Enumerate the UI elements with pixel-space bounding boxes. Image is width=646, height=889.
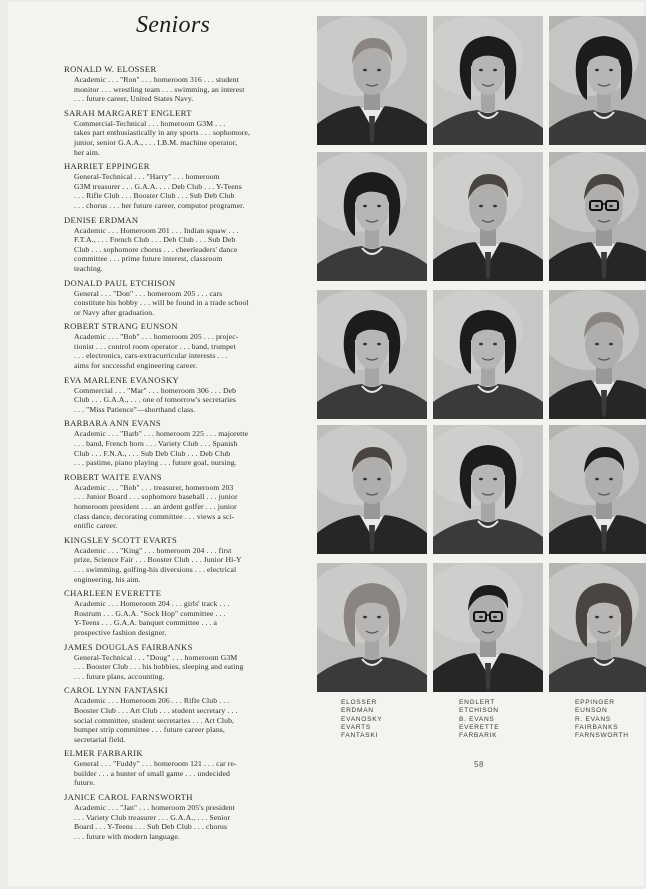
senior-description — [64, 803, 300, 841]
description-line: Academic . . . "Jan" . . . homeroom 205's president — [74, 803, 235, 813]
description-line: . . . Booster Club . . . his hobbies, sleeping and eating — [74, 662, 244, 672]
description-line: builder . . . a hunter of small game . . . undecided — [74, 768, 230, 778]
senior-name: KINGSLEY SCOTT EVARTS — [64, 534, 178, 545]
caption-name: R. EVANS — [575, 715, 611, 723]
senior-portrait — [549, 425, 646, 554]
description-line: social committee, student secretaries . . . Art Club, — [74, 715, 235, 725]
senior-description — [64, 289, 300, 318]
senior-name: CHARLEEN EVERETTE — [64, 588, 162, 599]
description-line: Commercial . . . "Mar" . . . homeroom 306 . . . Deb — [74, 385, 237, 395]
senior-bio — [64, 375, 300, 415]
senior-name: HARRIET EPPINGER — [64, 161, 150, 172]
description-line: . . . swimming, golfing-his diversions . . . electrical — [74, 564, 237, 574]
senior-name: ELMER FARBARIK — [64, 748, 143, 759]
senior-bio — [64, 321, 300, 370]
senior-description — [64, 119, 300, 157]
caption-name: EPPINGER — [575, 699, 615, 706]
description-line: entific career. — [74, 521, 118, 531]
senior-bios-column — [64, 64, 300, 845]
senior-name: ROBERT STRANG EUNSON — [64, 321, 178, 332]
description-line: Academic . . . Homeroom 204 . . . girls' track . . . — [74, 599, 230, 609]
senior-bio — [64, 108, 300, 157]
senior-portrait — [317, 425, 427, 554]
caption-name: FANTASKI — [341, 732, 378, 740]
senior-bio — [64, 278, 300, 318]
description-line: . . . future plans, accounting. — [74, 671, 165, 681]
description-line: prize, Science Fair . . . Booster Club . . . Junior Hi-Y — [74, 555, 242, 565]
senior-portrait — [433, 425, 543, 554]
description-line: Board . . . Y-Teens . . . Sub Deb Club . . . chorus — [74, 822, 228, 832]
description-line: bumper strip committee . . . future career plans, — [74, 725, 225, 735]
senior-description — [64, 172, 300, 210]
caption-name: FAIRBANKS — [575, 723, 619, 731]
description-line: homeroom president . . . an ardent golfer . . . junior — [74, 502, 237, 511]
description-line: teaching. — [74, 263, 103, 273]
description-line: General-Technical . . . "Harry" . . . homeroom — [74, 172, 220, 182]
caption-name: ELOSSER — [341, 699, 378, 706]
senior-portrait — [549, 563, 646, 692]
description-line: takes part enthusiastically in any sports . . . sophomore, — [74, 128, 250, 138]
caption-name: EUNSON — [575, 707, 608, 715]
description-line: Academic . . . Homeroom 201 . . . Indian squaw . . . — [74, 225, 239, 235]
senior-description — [64, 483, 300, 531]
senior-bio — [64, 64, 300, 104]
description-line: . . . future career, United States Navy. — [74, 94, 194, 104]
senior-portrait — [317, 152, 427, 281]
caption-name: EVARTS — [341, 723, 371, 731]
senior-description — [64, 546, 300, 584]
senior-description — [64, 226, 300, 274]
senior-description — [64, 386, 300, 415]
description-line: General-Technical . . . "Doug" . . . homeroom G3M — [74, 652, 238, 662]
caption-column-1 — [341, 699, 382, 740]
senior-bio — [64, 685, 300, 744]
senior-name: ROBERT WAITE EVANS — [64, 471, 162, 482]
description-line: G3M treasurer . . . G.A.A. . . . Deb Club . . . Y-Teens — [74, 181, 242, 191]
description-line: . . . "Miss Patience"—shorthand class. — [74, 404, 196, 414]
senior-portrait — [549, 152, 646, 281]
senior-name: DONALD PAUL ETCHISON — [64, 277, 176, 288]
caption-name: ENGLERT — [459, 699, 495, 706]
description-line: Academic . . . "King" . . . homeroom 204 . . . first — [74, 545, 232, 555]
description-line: . . . Junior Board . . . sophomore baseball . . . junior — [74, 492, 238, 502]
description-line: Commercial-Technical . . . homeroom G3M . . . — [74, 118, 226, 128]
senior-name: JAMES DOUGLAS FAIRBANKS — [64, 641, 193, 652]
description-line: prospective fashion designer. — [74, 627, 167, 637]
senior-bio — [64, 215, 300, 274]
senior-name: DENISE ERDMAN — [64, 214, 139, 225]
page-title: Seniors — [136, 12, 211, 38]
senior-description — [64, 653, 300, 682]
senior-description — [64, 759, 300, 788]
description-line: F.T.A., . . . French Club . . . Deb Club . . . Sub Deb — [74, 235, 236, 245]
senior-portrait — [433, 16, 543, 145]
senior-bio — [64, 418, 300, 467]
senior-description — [64, 332, 300, 370]
description-line: or Navy after graduation. — [74, 307, 155, 317]
caption-name: EVERETTE — [459, 723, 500, 731]
description-line: Booster Club . . . Art Club . . . student secretary . . . — [74, 705, 238, 715]
senior-portrait — [317, 290, 427, 419]
description-line: Academic . . . "Bob" . . . homeroom 205 . . . projec- — [74, 332, 239, 342]
description-line: . . . band, French horn . . . Variety Club . . . Spanish — [74, 439, 238, 449]
description-line: . . . future with modern language. — [74, 831, 180, 841]
senior-portrait — [549, 16, 646, 145]
description-line: Academic . . . "Ron" . . . homeroom 316 . . . student — [74, 75, 239, 84]
senior-name: CAROL LYNN FANTASKI — [64, 685, 168, 696]
description-line: engineering, his aim. — [74, 574, 141, 584]
senior-portrait — [433, 152, 543, 281]
description-line: Y-Teens . . . G.A.A. banquet committee . . . a — [74, 618, 218, 628]
description-line: tionist . . . control room operator . . . band, trumpet — [74, 341, 236, 351]
senior-portrait — [317, 16, 427, 145]
senior-bio — [64, 535, 300, 584]
senior-portrait — [317, 563, 427, 692]
senior-bio — [64, 748, 300, 788]
senior-description — [64, 429, 300, 467]
caption-name: ETCHISON — [459, 707, 499, 715]
description-line: Rostrum . . . G.A.A. "Sock Hop" committee . . . — [74, 608, 226, 618]
description-line: aims for successful engineering career. — [74, 361, 198, 371]
description-line: future. — [74, 778, 95, 788]
senior-name: RONALD W. ELOSSER — [64, 64, 157, 74]
description-line: Club . . . G.A.A., . . . one of tomorrow's secretaries — [74, 395, 236, 405]
description-line: . . . electronics, cars-extracurricular interests . . . — [74, 351, 228, 361]
caption-column-2 — [459, 699, 499, 740]
description-line: junior, senior G.A.A., . . . I.B.M. machine operator, — [74, 137, 238, 147]
senior-bio — [64, 472, 300, 531]
description-line: secretarial field. — [74, 734, 126, 744]
description-line: Club . . . F.N.A., . . . Sub Deb Club . . . Deb Club — [74, 448, 231, 458]
senior-description — [64, 75, 300, 104]
senior-portrait — [549, 290, 646, 419]
description-line: Club . . . sophomore chorus . . . cheerleaders' dance — [74, 244, 238, 254]
senior-name: JANICE CAROL FARNSWORTH — [64, 792, 193, 803]
senior-bio — [64, 161, 300, 210]
caption-name: B. EVANS — [459, 715, 495, 723]
senior-name: BARBARA ANN EVANS — [64, 418, 162, 429]
caption-name: ERDMAN — [341, 707, 374, 715]
caption-name: FARBARIK — [459, 732, 498, 740]
description-line: Academic . . . "Bob" . . . treasurer, homeroom 203 — [74, 482, 234, 492]
description-line: General . . . "Fuddy" . . . homeroom 121 . . . car re- — [74, 759, 237, 769]
senior-portrait — [433, 563, 543, 692]
description-line: monitor . . . wrestling team . . . swimming, an interest — [74, 84, 245, 94]
description-line: . . . Variety Club treasurer . . . G.A.A., . . . Senior — [74, 812, 231, 822]
description-line: committee . . . prime future interest, classroom — [74, 254, 223, 264]
description-line: . . . pastime, piano playing . . . future goal, nursing. — [74, 458, 237, 468]
senior-bio — [64, 792, 300, 841]
senior-name: SARAH MARGARET ENGLERT — [64, 107, 192, 118]
senior-portrait — [433, 290, 543, 419]
description-line: Academic . . . Homeroom 206 . . . Rifle Club . . . — [74, 696, 230, 706]
description-line: General . . . "Don" . . . homeroom 205 . . . cars — [74, 288, 223, 298]
description-line: . . . chorus . . . her future career, computor programer. — [74, 200, 245, 210]
caption-column-3 — [575, 699, 629, 740]
description-line: Academic . . . "Barb" . . . homeroom 225 . . . majorette — [74, 429, 249, 439]
senior-description — [64, 599, 300, 637]
senior-description — [64, 696, 300, 744]
caption-name: EVANOSKY — [341, 715, 383, 723]
page-number: 58 — [474, 760, 484, 769]
description-line: class dance, decorating committee . . . views a sci- — [74, 511, 235, 521]
description-line: . . . Rifle Club . . . Booster Club . . . Sub Deb Club — [74, 191, 235, 201]
yearbook-page — [8, 2, 644, 886]
senior-name: EVA MARLENE EVANOSKY — [64, 374, 180, 385]
caption-name: FARNSWORTH — [575, 732, 629, 740]
description-line: her aim. — [74, 147, 100, 157]
senior-bio — [64, 588, 300, 637]
senior-bio — [64, 642, 300, 682]
description-line: constitute his hobby . . . will be found in a trade school — [74, 298, 249, 308]
